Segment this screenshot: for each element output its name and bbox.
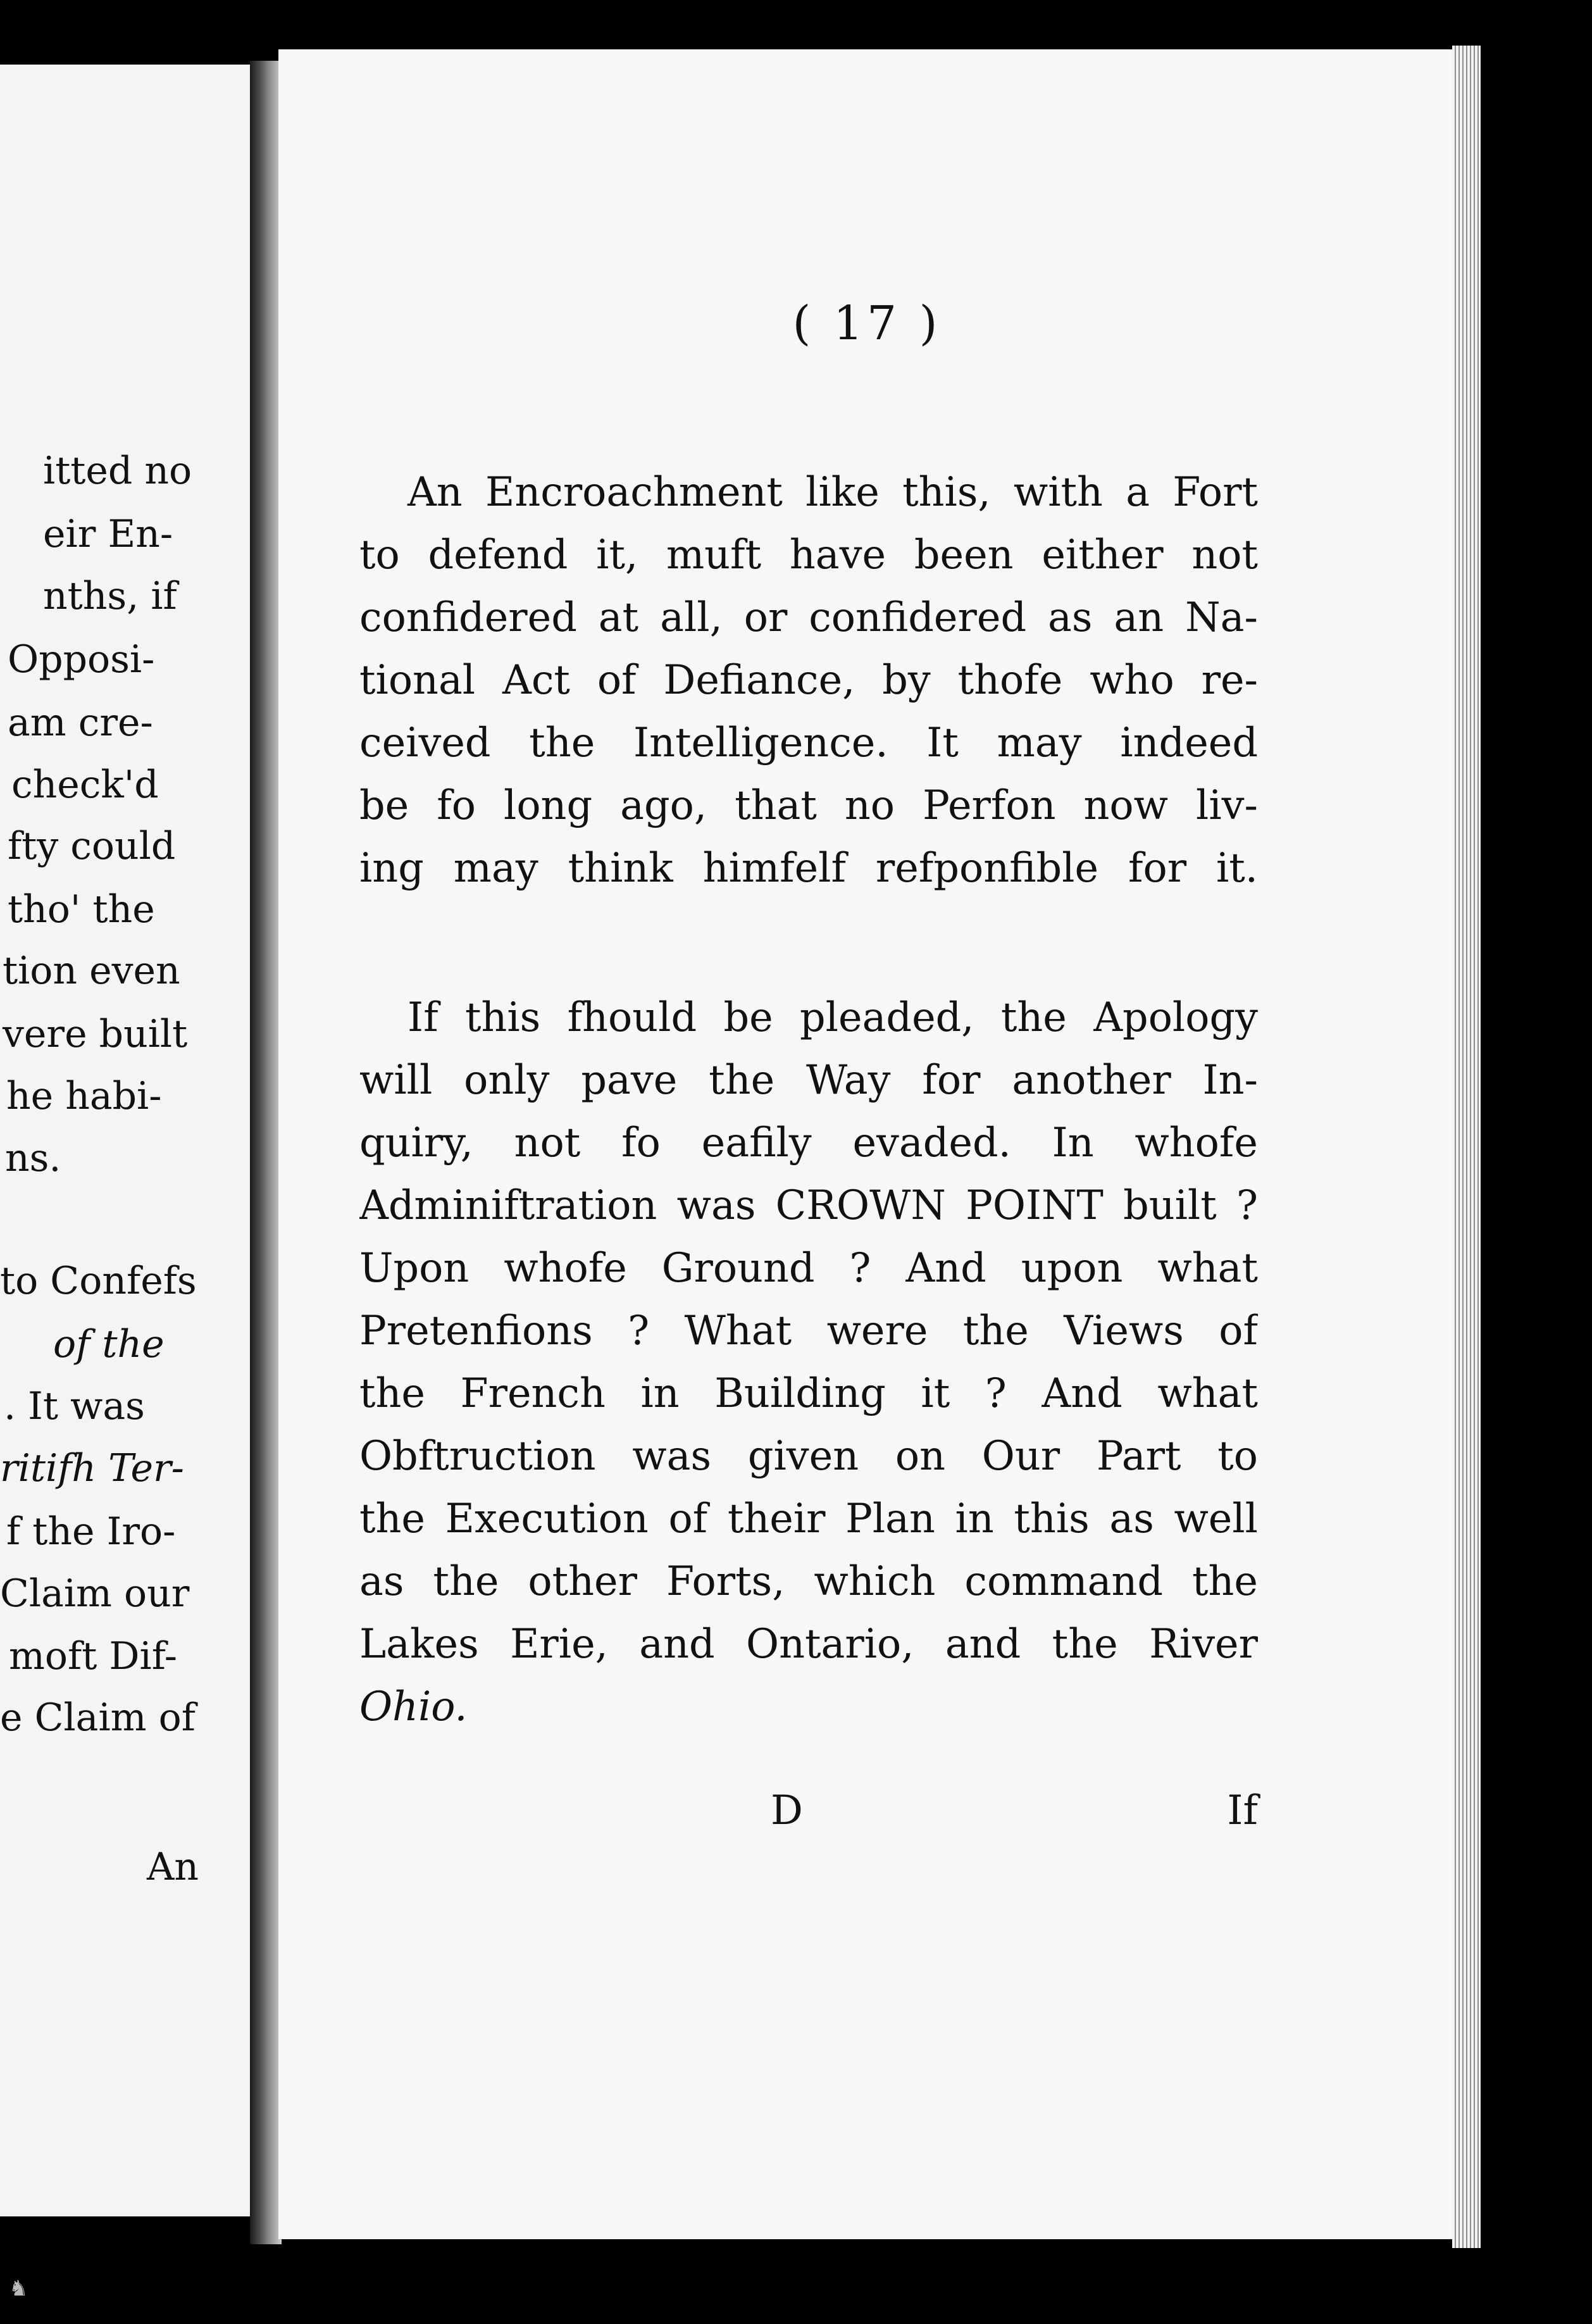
text-line: be fo long ago, that no Perfon now liv- [359, 782, 1258, 828]
text-line: quiry, not fo eafily evaded. In whofe [359, 1119, 1258, 1166]
text-line: Adminiftration was CROWN POINT built ? [359, 1182, 1258, 1228]
text-line: Upon whofe Ground ? And upon what [359, 1244, 1258, 1291]
catch-line [359, 1787, 1258, 1850]
left-line: to Confefs [0, 1259, 197, 1303]
left-line: Opposi- [8, 637, 155, 682]
left-page [0, 65, 250, 2216]
text-line: as the other Forts, which command the [359, 1558, 1258, 1604]
text-line: If this fhould be pleaded, the Apology [407, 994, 1258, 1040]
left-line: ritifh Ter- [0, 1446, 184, 1490]
page-edges [1452, 46, 1481, 2248]
text-line: ing may think himfelf refponfible for it. [359, 844, 1258, 891]
text-line: confidered at all, or confidered as an Na- [359, 594, 1258, 640]
left-line: vere built [3, 1012, 188, 1056]
book-gutter [250, 61, 282, 2244]
left-catchword: An [147, 1845, 199, 1889]
text-line: An Encroachment like this, with a Fort [407, 468, 1258, 515]
left-line: check'd [11, 763, 159, 807]
text-line: the Execution of their Plan in this as well [359, 1495, 1258, 1542]
left-line: eir En- [43, 512, 173, 556]
scan-mark-icon: ♞ [9, 2276, 28, 2301]
left-line: f the Iro- [6, 1509, 176, 1554]
text-line: will only pave the Way for another In- [359, 1056, 1258, 1103]
left-line: nths, if [43, 574, 177, 618]
left-line: he habi- [6, 1074, 162, 1118]
paragraph-1 [359, 461, 1258, 899]
left-line: . It was [4, 1384, 145, 1428]
left-line: tho' the [8, 887, 155, 932]
left-line: moft Dif- [9, 1634, 178, 1678]
text-line: Lakes Erie, and Ontario, and the River [359, 1620, 1258, 1667]
page-number: ( 17 ) [792, 296, 942, 351]
left-line: e Claim of [0, 1696, 196, 1740]
text-line: ceived the Intelligence. It may indeed [359, 719, 1258, 766]
right-page [278, 49, 1455, 2239]
text-line: the French in Building it ? And what [359, 1370, 1258, 1416]
catchword: If [1227, 1787, 1258, 1834]
text-line: Obftruction was given on Our Part to [359, 1432, 1258, 1479]
text-line: to defend it, muft have been either not [359, 531, 1258, 578]
left-line: of the [53, 1322, 165, 1366]
left-line: am cre- [8, 701, 153, 745]
left-line: ns. [5, 1136, 61, 1180]
left-line: Claim our [0, 1571, 190, 1616]
paragraph-2 [359, 986, 1258, 1738]
signature-mark: D [771, 1787, 803, 1834]
text-line: tional Act of Defiance, by thofe who re- [359, 656, 1258, 703]
text-line: Ohio. [359, 1683, 468, 1730]
left-line: tion even [3, 949, 180, 993]
text-line: Pretenfions ? What were the Views of [359, 1307, 1258, 1354]
left-line: fty could [8, 824, 176, 868]
left-line: itted no [43, 449, 192, 493]
